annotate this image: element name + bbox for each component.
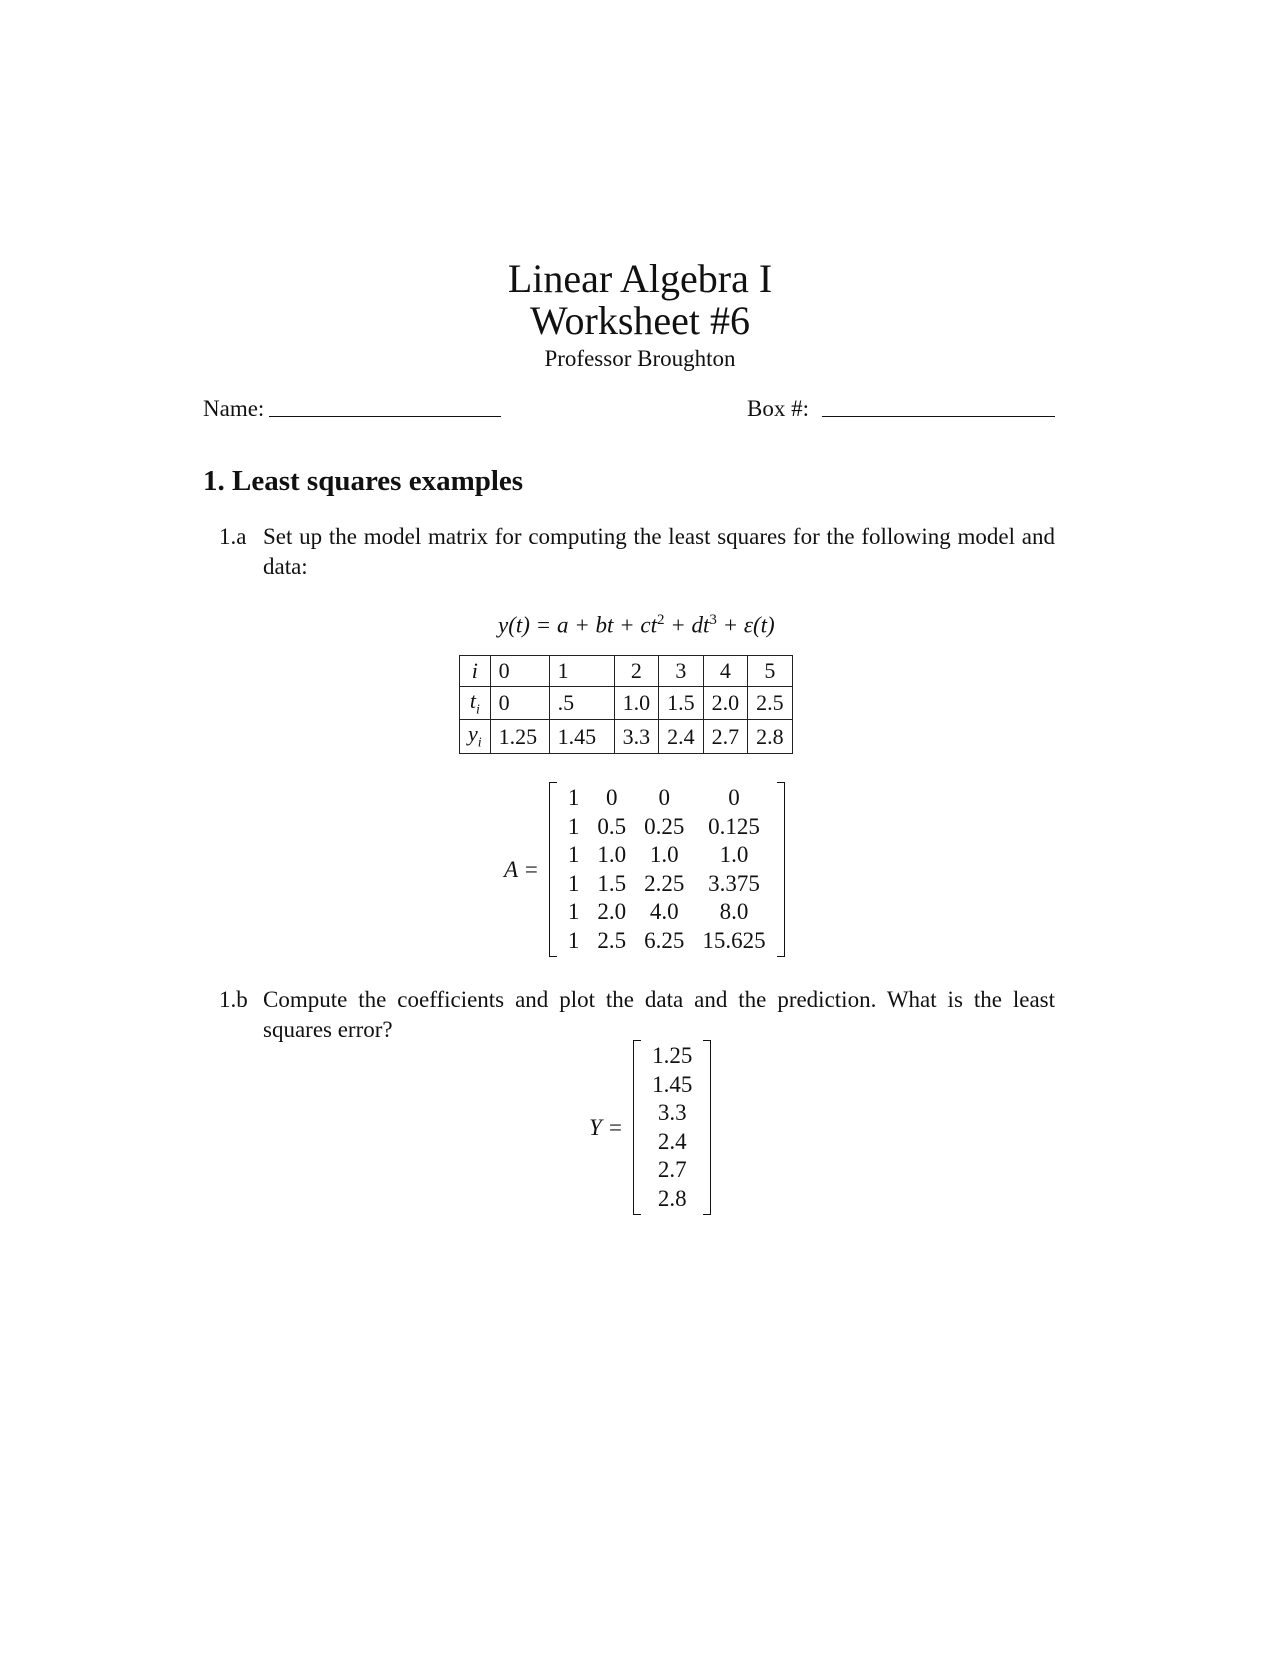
table-cell: .5 xyxy=(549,687,614,720)
table-cell: 0 xyxy=(490,687,549,720)
matrix-y-row xyxy=(643,1185,701,1214)
table-cell: 1 xyxy=(549,656,614,687)
matrix-a-cell: 1 xyxy=(567,842,580,868)
equation-rhs: + ε(t) xyxy=(716,612,775,638)
matrix-a-cell: 1.0 xyxy=(719,842,749,868)
matrix-a-cell: 2.5 xyxy=(597,927,627,953)
equation-exponent-3: 3 xyxy=(709,612,717,628)
matrix-a-cell: 1 xyxy=(567,870,580,896)
matrix-y-row xyxy=(643,1156,701,1185)
title-course: Linear Algebra I xyxy=(507,256,773,301)
matrix-y-cell: 2.4 xyxy=(657,1128,687,1154)
problem-1a-number: 1.a xyxy=(219,524,247,549)
matrix-y-row xyxy=(643,1128,701,1157)
table-cell: 3.3 xyxy=(614,720,659,753)
matrix-a-cell: 0 xyxy=(728,785,740,811)
matrix-y-cell: 1.45 xyxy=(652,1071,693,1097)
table-cell: 2.5 xyxy=(748,687,793,720)
table-cell: 2.8 xyxy=(748,720,793,753)
table-cell: 1.25 xyxy=(490,720,549,753)
table-row-t xyxy=(460,687,793,720)
matrix-a-row xyxy=(559,898,775,927)
matrix-y-body xyxy=(643,1042,701,1213)
table-cell: 4 xyxy=(703,656,748,687)
table-cell: 3 xyxy=(659,656,704,687)
matrix-a-cell: 1 xyxy=(567,813,580,839)
row-label-i: i xyxy=(460,656,491,687)
matrix-y-brackets xyxy=(633,1042,711,1213)
box-field-line[interactable] xyxy=(822,416,1055,417)
equation-mid: + dt xyxy=(664,612,710,638)
table-cell: 1.0 xyxy=(614,687,659,720)
table-cell: 5 xyxy=(748,656,793,687)
table-cell: 2.4 xyxy=(659,720,704,753)
equation-lhs: y(t) = a + bt + ct xyxy=(498,612,657,638)
matrix-a-cell: 1 xyxy=(567,899,580,925)
matrix-y-cell: 3.3 xyxy=(657,1100,687,1126)
equation-exponent-2: 2 xyxy=(656,612,665,628)
matrix-a-cell: 1.0 xyxy=(649,842,679,868)
matrix-a-cell: 0 xyxy=(658,785,671,811)
matrix-a-row xyxy=(559,841,775,870)
table-cell: 2.7 xyxy=(703,720,748,753)
matrix-y-cell: 2.8 xyxy=(657,1185,687,1211)
matrix-a-row xyxy=(559,927,775,956)
matrix-a-cell: 1 xyxy=(567,927,580,953)
matrix-y-row xyxy=(643,1042,701,1071)
name-label: Name: xyxy=(203,396,265,421)
name-field-line[interactable] xyxy=(269,416,501,417)
matrix-a-cell: 0.125 xyxy=(708,813,760,839)
matrix-a-row xyxy=(559,784,775,813)
matrix-y-cell: 1.25 xyxy=(652,1043,693,1069)
section-heading: 1. Least squares examples xyxy=(203,465,524,497)
matrix-a-cell: 8.0 xyxy=(719,899,749,925)
row-label-t: $t_i$ xyxy=(460,687,491,720)
box-label: Box #: xyxy=(747,396,809,421)
problem-1a-text: Set up the model matrix for computing the least squares for the following model and data: xyxy=(263,524,1055,579)
matrix-y-row xyxy=(643,1099,701,1128)
matrix-a-cell: 0.5 xyxy=(597,813,627,839)
problem-1b-text: Compute the coefficients and plot the data and the prediction. What is the least squares error? xyxy=(263,987,1055,1042)
matrix-a-cell: 2.0 xyxy=(597,899,627,925)
title-worksheet: Worksheet #6 xyxy=(529,298,751,343)
matrix-a-label: A = xyxy=(504,856,539,882)
table-cell: 1.45 xyxy=(549,720,614,753)
table-cell: 0 xyxy=(490,656,549,687)
table-row-i xyxy=(460,656,793,687)
matrix-y-row xyxy=(643,1071,701,1100)
matrix-a-cell: 2.25 xyxy=(644,870,685,896)
matrix-a-row xyxy=(559,870,775,899)
matrix-y-cell: 2.7 xyxy=(657,1157,687,1183)
matrix-a-cell: 15.625 xyxy=(702,927,766,953)
matrix-a-cell: 6.25 xyxy=(644,927,685,953)
matrix-a-cell: 1.0 xyxy=(597,842,627,868)
data-table xyxy=(459,655,793,754)
model-equation xyxy=(498,612,775,639)
matrix-a-cell: 3.375 xyxy=(708,870,760,896)
problem-1b-number: 1.b xyxy=(219,987,248,1012)
matrix-a-cell: 1.5 xyxy=(597,870,627,896)
title-block xyxy=(0,258,1280,372)
table-cell: 1.5 xyxy=(659,687,704,720)
matrix-a-cell: 0 xyxy=(606,785,618,811)
matrix-a xyxy=(504,784,785,955)
row-label-y: $y_i$ xyxy=(460,720,491,753)
matrix-y-label: Y = xyxy=(589,1114,624,1140)
matrix-a-cell: 0.25 xyxy=(644,813,685,839)
table-row-y xyxy=(460,720,793,753)
matrix-y xyxy=(589,1042,711,1213)
matrix-a-body xyxy=(559,784,775,955)
table-cell: 2 xyxy=(614,656,659,687)
professor-name: Professor Broughton xyxy=(544,346,736,371)
matrix-a-cell: 4.0 xyxy=(649,899,679,925)
table-cell: 2.0 xyxy=(703,687,748,720)
problem-1a xyxy=(219,522,1055,582)
matrix-a-brackets xyxy=(549,784,785,955)
problem-1b xyxy=(219,985,1055,1045)
matrix-a-row xyxy=(559,813,775,842)
matrix-a-cell: 1 xyxy=(567,785,580,811)
